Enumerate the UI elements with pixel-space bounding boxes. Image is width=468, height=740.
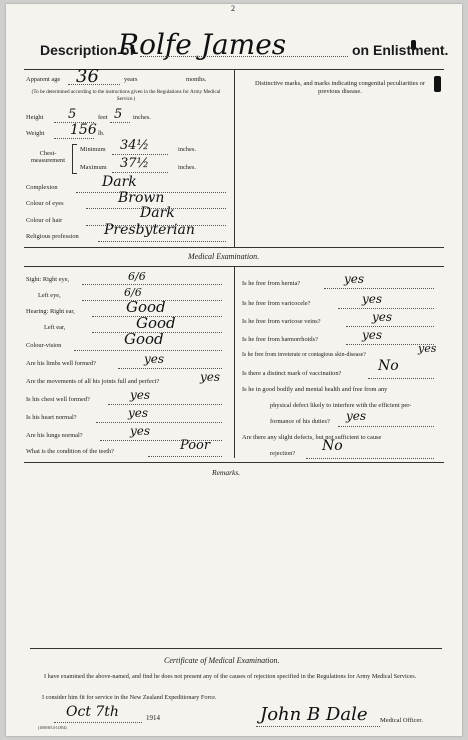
sight-right-value: 6/6 bbox=[128, 270, 146, 283]
fitness-value: yes bbox=[346, 409, 367, 423]
remarks-rule bbox=[24, 462, 444, 463]
age-note: (To be determined according to the instructions given in the Regulations for Army Medical Service.) bbox=[31, 89, 221, 102]
colour-vision-value: Good bbox=[124, 330, 164, 348]
heart-value: yes bbox=[128, 406, 149, 420]
enlistment-form-page: 2 Description of Rolfe James on Enlistment. Apparent age 36 years months. (To be determined according to the instructions given in the Regulations for Army Medical Service.) Height 5 feet 5 inches. Weight 156 lb. Chest-measurement Minimum 34½ inches. Maximum 37½ inches. Complexion Dark Colour of eyes Brown Colour of hair Dark Religious profession Presbyterian Distinctive marks, and marks indicating congenital peculiarities or previous disease. Medical Examination. Sight: Right eye, 6/6 Left eye, 6/6 Hearing: Right ear, Good Left ear, Good Colour-vision Good Are his limbs well formed? yes Are the movements of all his joints full and perfect? yes Is his chest well formed? yes Is his heart normal? yes Are his lungs normal? yes What is the condition of the teeth? Poor Is he free from hernia? yes Is he free from varicocele? yes Is he free from varicose veins? yes Is he free from hæmorrhoids? yes Is he free from inveterate or contagious skin-disease? yes Is there a distinct mark of vaccination? No Is he in good bodily and mental health and free from any physical defect likely to interfere with the efficient per- formance of his duties? yes Are there any slight defects, but not sufficient to cause rejection? No Remarks. Certificate of Medical Examination. I have examined the above-named, and find he does not present any of the causes of rejection specified in the Regulations for Army Medical Services. I consider him fit for service in the New Zealand Expeditionary Force. Oct 7th 1914 John B Dale Medical Officer. (1000/8/14-11854) bbox=[6, 4, 462, 736]
height-feet: 5 bbox=[68, 107, 77, 122]
hernia-value: yes bbox=[344, 272, 365, 286]
medical-exam-title: Medical Examination. bbox=[188, 252, 260, 261]
limbs-value: yes bbox=[144, 352, 165, 366]
chest-min-value: 34½ bbox=[120, 138, 150, 153]
weight-value: 156 bbox=[70, 122, 97, 138]
eyes-value: Brown bbox=[118, 190, 165, 206]
lungs-value: yes bbox=[130, 424, 151, 438]
vaccination-value: No bbox=[378, 358, 399, 374]
defects-value: No bbox=[322, 438, 343, 454]
sight-left-value: 6/6 bbox=[124, 286, 142, 299]
skin-disease-value: yes bbox=[418, 342, 437, 355]
form-title-left: Description of bbox=[40, 42, 135, 58]
medical-rule bbox=[24, 247, 444, 248]
remarks-title: Remarks. bbox=[212, 468, 241, 477]
certificate-year: 1914 bbox=[146, 714, 160, 722]
column-divider bbox=[234, 69, 235, 247]
distinctive-marks-label: Distinctive marks, and marks indicating congenital peculiarities or previous disease. bbox=[254, 80, 425, 95]
height-inches: 5 bbox=[114, 107, 123, 122]
certificate-rule bbox=[30, 648, 442, 649]
medical-officer-signature: John B Dale bbox=[260, 704, 368, 725]
page-number: 2 bbox=[231, 4, 235, 13]
teeth-value: Poor bbox=[180, 438, 211, 453]
hearing-left-value: Good bbox=[136, 314, 176, 332]
age-value: 36 bbox=[76, 66, 99, 87]
medical-column-divider bbox=[234, 266, 235, 458]
haemorrhoids-value: yes bbox=[362, 328, 383, 342]
varicose-veins-value: yes bbox=[372, 310, 393, 324]
recruit-name: Rolfe James bbox=[118, 28, 287, 61]
certificate-date: Oct 7th bbox=[66, 704, 119, 720]
form-title-right: on Enlistment. bbox=[352, 42, 449, 58]
complexion-value: Dark bbox=[102, 174, 137, 190]
certificate-text: I have examined the above-named, and find he does not present any of the causes of rejection specified in the Regulations for Army Medical Services. bbox=[44, 673, 417, 680]
varicocele-value: yes bbox=[362, 292, 383, 306]
hearing-right-value: Good bbox=[126, 298, 166, 316]
religion-value: Presbyterian bbox=[104, 222, 195, 238]
medical-officer-label: Medical Officer. bbox=[380, 717, 423, 724]
ink-mark bbox=[434, 76, 441, 92]
hair-value: Dark bbox=[140, 205, 175, 221]
certificate-title: Certificate of Medical Examination. bbox=[164, 656, 280, 665]
chest-formed-value: yes bbox=[130, 388, 151, 402]
print-code: (1000/8/14-11854) bbox=[38, 726, 67, 730]
chest-max-value: 37½ bbox=[120, 156, 150, 171]
joints-value: yes bbox=[200, 370, 221, 384]
certificate-fitness: I consider him fit for service in the New Zealand Expeditionary Force. bbox=[42, 694, 217, 701]
